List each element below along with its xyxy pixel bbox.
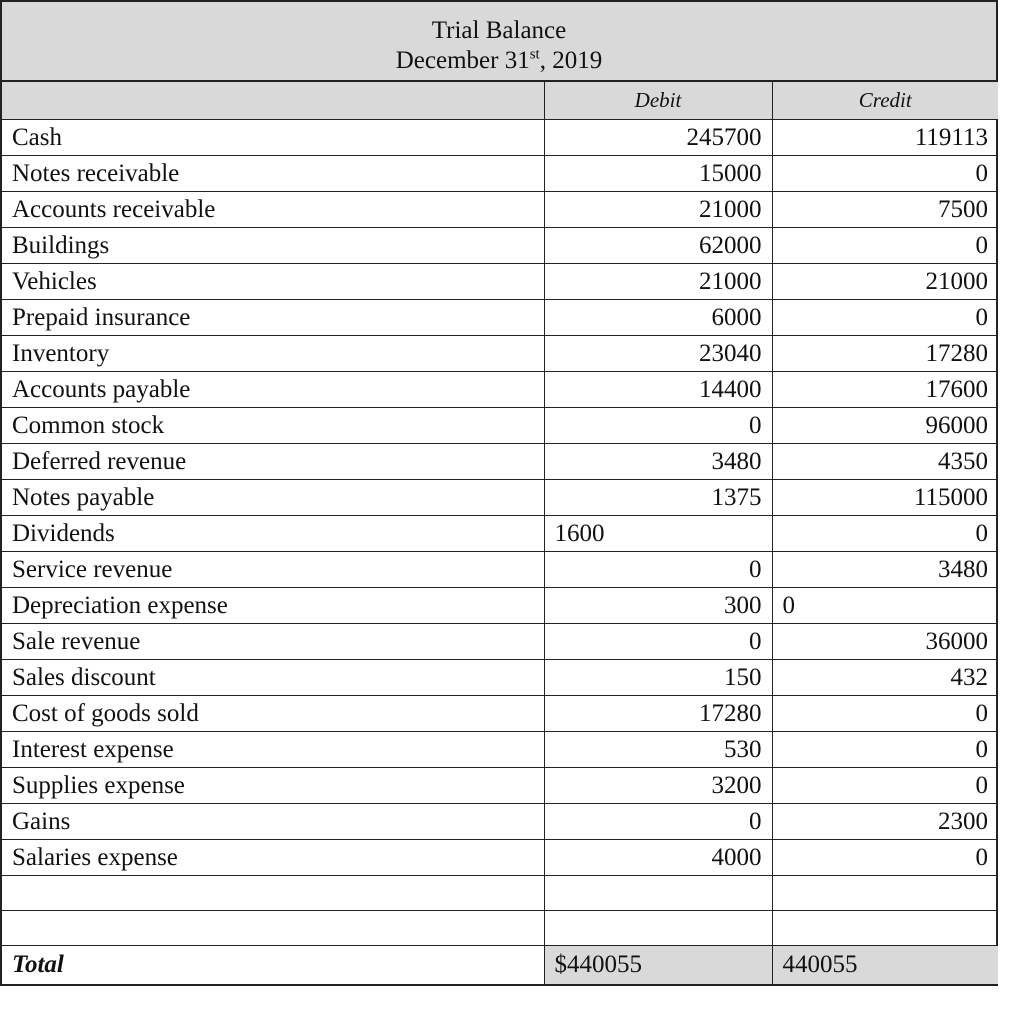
debit-value: 62000 [544,228,772,264]
credit-value: 0 [772,516,998,552]
total-credit: 440055 [772,946,998,985]
credit-value: 36000 [772,624,998,660]
debit-value [544,876,772,911]
account-name: Accounts receivable [2,192,544,228]
total-row [2,946,998,985]
debit-value: 150 [544,660,772,696]
debit-value: 1375 [544,480,772,516]
credit-value [772,911,998,946]
debit-value: 3480 [544,444,772,480]
account-name: Deferred revenue [2,444,544,480]
debit-value: 530 [544,732,772,768]
debit-value: 0 [544,408,772,444]
account-name: Sale revenue [2,624,544,660]
debit-value: 23040 [544,336,772,372]
account-name: Inventory [2,336,544,372]
table-row [2,552,998,588]
table-row [2,660,998,696]
credit-value: 119113 [772,120,998,156]
table-row [2,624,998,660]
debit-value: 0 [544,552,772,588]
credit-value: 115000 [772,480,998,516]
table-row [2,300,998,336]
debit-value: 15000 [544,156,772,192]
account-name: Notes payable [2,480,544,516]
table-row [2,876,998,911]
credit-value: 2300 [772,804,998,840]
credit-value: 0 [772,840,998,876]
credit-value: 17280 [772,336,998,372]
table-row [2,516,998,552]
column-header-row [2,82,998,120]
trial-balance-table [2,82,998,984]
account-name: Common stock [2,408,544,444]
debit-value [544,911,772,946]
date-year: , 2019 [539,47,603,74]
credit-value: 0 [772,300,998,336]
column-header-credit: Credit [772,82,998,120]
table-row [2,408,998,444]
debit-value: 245700 [544,120,772,156]
credit-value: 96000 [772,408,998,444]
account-name: Salaries expense [2,840,544,876]
account-name: Supplies expense [2,768,544,804]
account-name: Dividends [2,516,544,552]
account-name: Cash [2,120,544,156]
debit-value: 0 [544,804,772,840]
debit-value: 14400 [544,372,772,408]
table-row [2,372,998,408]
credit-value: 17600 [772,372,998,408]
debit-value: 3200 [544,768,772,804]
account-name: Sales discount [2,660,544,696]
credit-value: 3480 [772,552,998,588]
table-row [2,120,998,156]
credit-value: 0 [772,228,998,264]
debit-value: 6000 [544,300,772,336]
total-debit: $440055 [544,946,772,985]
debit-value: 1600 [544,516,772,552]
table-date [2,46,996,76]
debit-value: 0 [544,624,772,660]
table-row [2,732,998,768]
table-row [2,768,998,804]
credit-value: 0 [772,768,998,804]
account-name [2,876,544,911]
credit-value [772,876,998,911]
date-prefix: December 31 [395,47,530,74]
account-name: Vehicles [2,264,544,300]
table-row [2,840,998,876]
credit-value: 0 [772,588,998,624]
account-name: Service revenue [2,552,544,588]
table-header [2,2,996,82]
account-name: Buildings [2,228,544,264]
table-row [2,264,998,300]
debit-value: 4000 [544,840,772,876]
credit-value: 21000 [772,264,998,300]
credit-value: 0 [772,696,998,732]
credit-value: 7500 [772,192,998,228]
credit-value: 432 [772,660,998,696]
table-row [2,336,998,372]
table-row [2,228,998,264]
account-name: Notes receivable [2,156,544,192]
account-name: Accounts payable [2,372,544,408]
table-row [2,804,998,840]
debit-value: 300 [544,588,772,624]
table-row [2,444,998,480]
account-name: Depreciation expense [2,588,544,624]
table-row [2,156,998,192]
column-header-debit: Debit [544,82,772,120]
debit-value: 17280 [544,696,772,732]
date-suffix: st [529,46,540,63]
total-label: Total [2,946,544,985]
debit-value: 21000 [544,264,772,300]
debit-value: 21000 [544,192,772,228]
credit-value: 4350 [772,444,998,480]
account-name: Gains [2,804,544,840]
credit-value: 0 [772,156,998,192]
account-name: Cost of goods sold [2,696,544,732]
table-title: Trial Balance [431,17,567,44]
table-row [2,696,998,732]
account-name: Prepaid insurance [2,300,544,336]
table-row [2,588,998,624]
credit-value: 0 [772,732,998,768]
account-name [2,911,544,946]
table-row [2,192,998,228]
table-row [2,911,998,946]
account-name: Interest expense [2,732,544,768]
table-row [2,480,998,516]
column-header-account [2,82,544,120]
